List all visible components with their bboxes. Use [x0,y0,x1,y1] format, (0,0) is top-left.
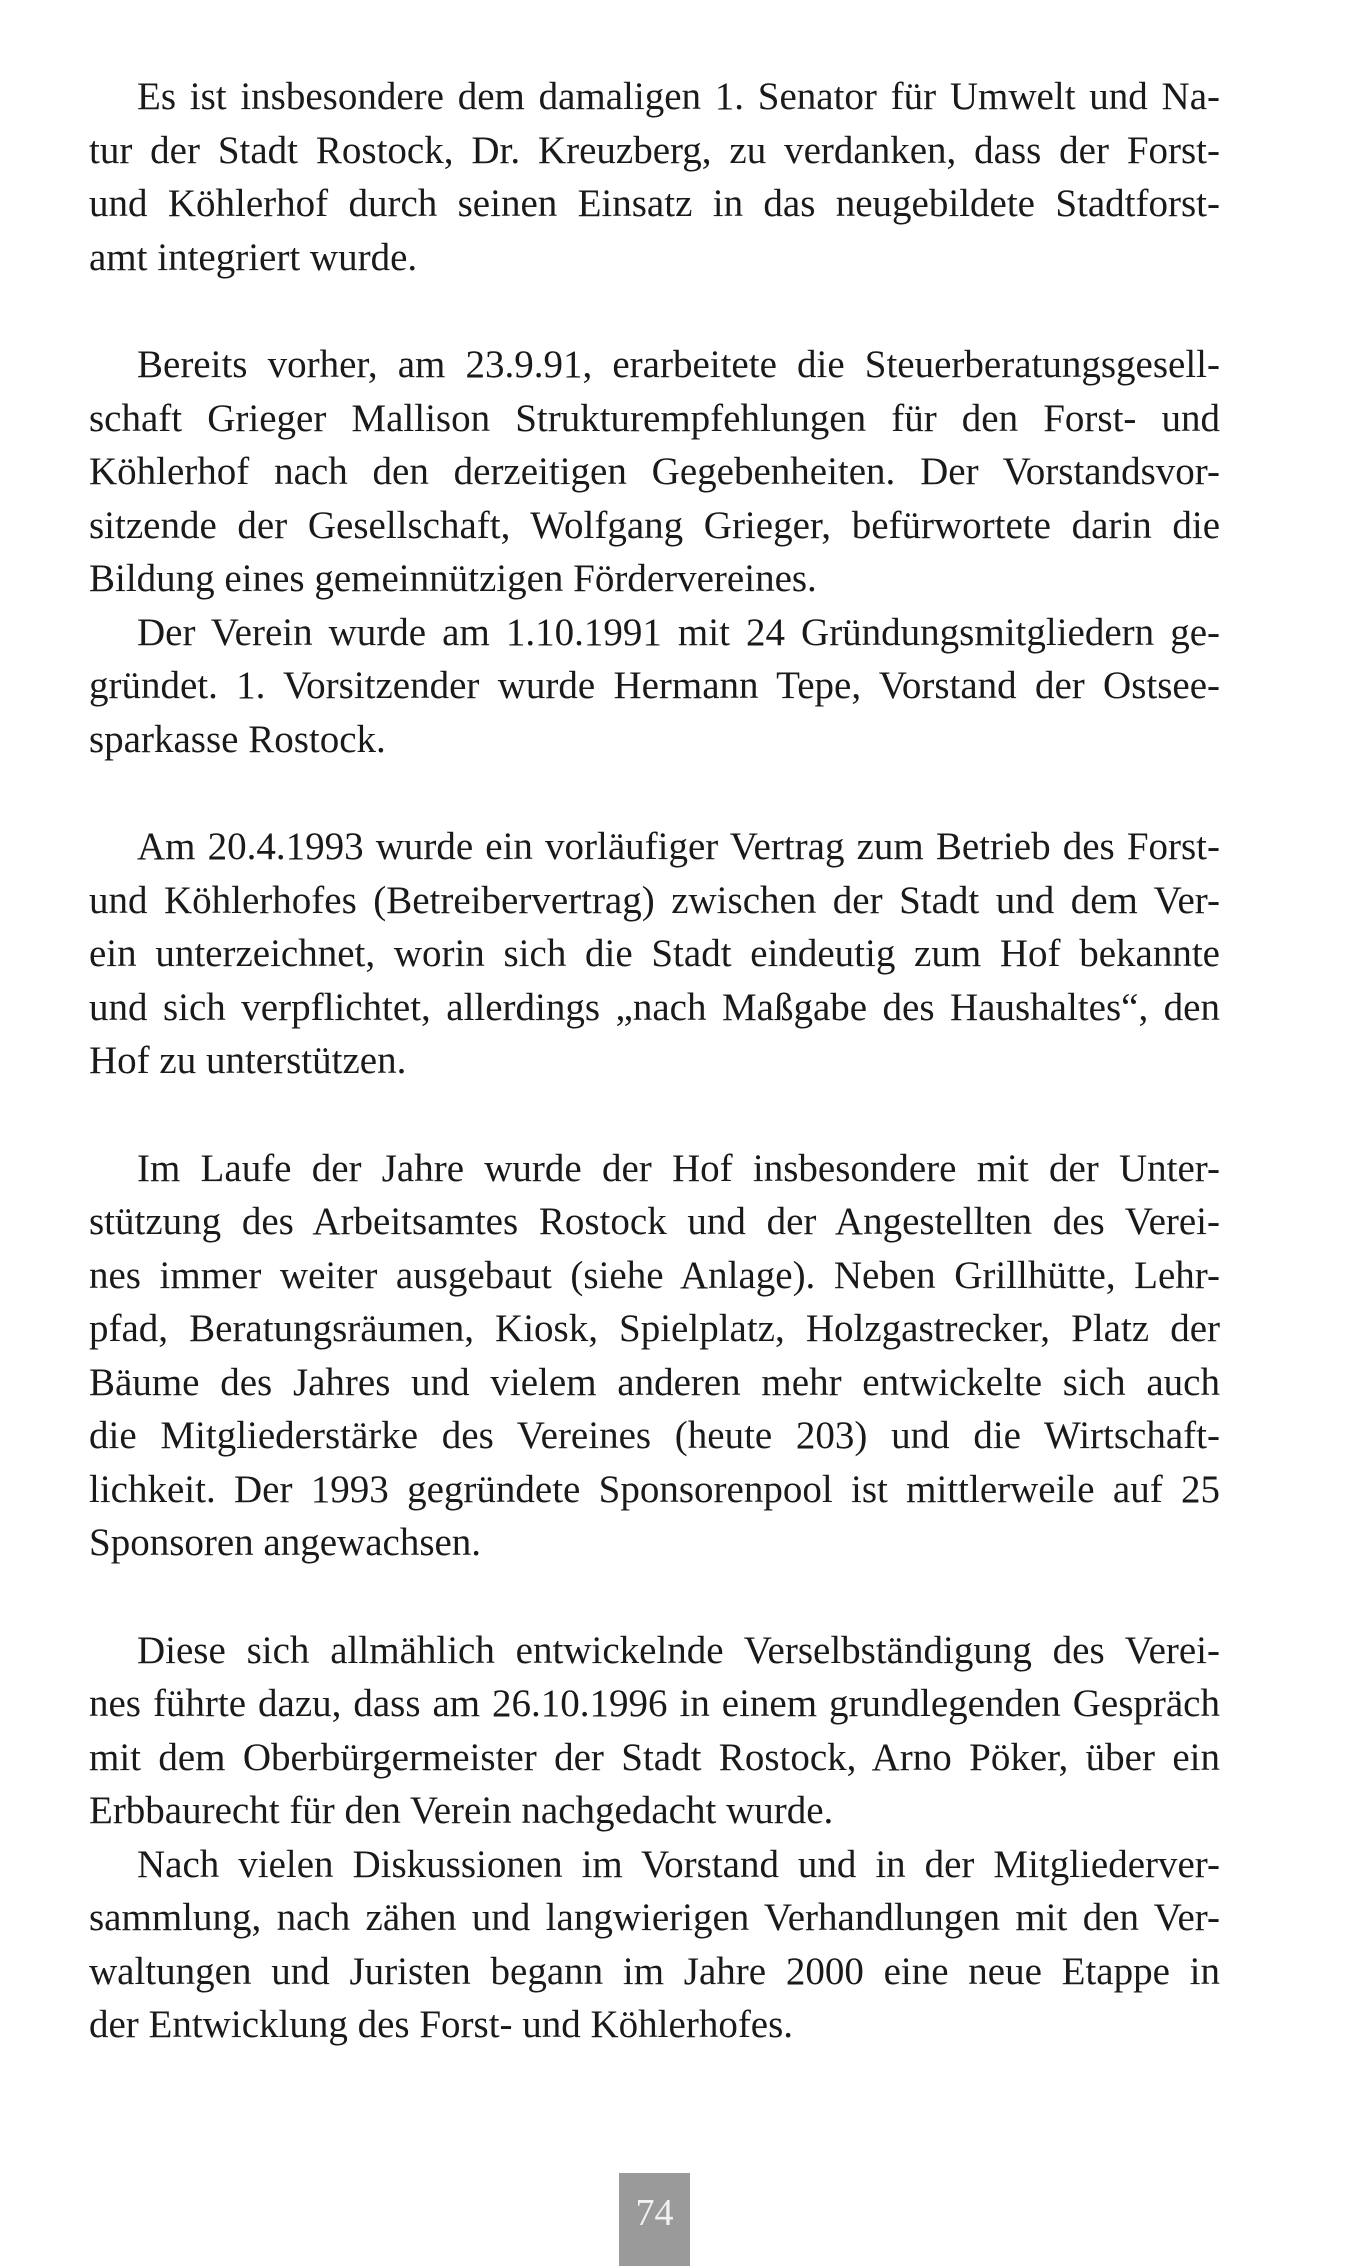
text-line: sammlung, nach zähen und langwierigen Verhandlungen mit den Ver- [89,1896,1220,1939]
text-line: Sponsoren angewachsen. [89,1521,482,1564]
text-line: und sich verpflichtet, allerdings „nach Maßgabe des Haushaltes“, den [89,985,1220,1029]
text-line: und Köhlerhofes (Betreibervertrag) zwischen der Stadt und dem Ver- [89,878,1220,922]
text-line: Köhlerhof nach den derzeitigen Gegebenheiten. Der Vorstandsvor- [89,450,1220,493]
text-line: mit dem Oberbürgermeister der Stadt Rostock, Arno Pöker, über ein [89,1735,1220,1779]
text-line: Bildung eines gemeinnützigen Fördervereines. [89,557,817,600]
page-number: 74 [619,2173,690,2266]
paragraph-erbbaurecht [89,1624,1220,1838]
text-line: Am 20.4.1993 wurde ein vorläufiger Vertrag zum Betrieb des Forst- [137,825,1220,868]
text-line: Bäume des Jahres und vielem anderen mehr entwickelte sich auch [89,1360,1220,1404]
paragraph-neue-etappe [89,1838,1220,2052]
text-line: ein unterzeichnet, worin sich die Stadt eindeutig zum Hof bekannte [89,932,1220,975]
text-line: Erbbaurecht für den Verein nachgedacht wurde. [89,1789,834,1832]
text-line: gründet. 1. Vorsitzender wurde Hermann Tepe, Vorstand der Ostsee- [89,664,1220,707]
paragraph-betreibervertrag [89,820,1220,1088]
text-line: schaft Grieger Mallison Strukturempfehlungen für den Forst- und [89,396,1220,440]
text-line: stützung des Arbeitsamtes Rostock und der Angestellten des Verei- [89,1200,1220,1243]
text-line: und Köhlerhof durch seinen Einsatz in das neugebildete Stadtforst- [89,182,1220,225]
text-line: der Entwicklung des Forst- und Köhlerhofes. [89,2003,794,2046]
text-line: nes immer weiter ausgebaut (siehe Anlage). Neben Grillhütte, Lehr- [89,1253,1220,1297]
text-line: sitzende der Gesellschaft, Wolfgang Grieger, befürwortete darin die [89,503,1220,547]
text-line: waltungen und Juristen begann im Jahre 2000 eine neue Etappe in [89,1949,1220,1993]
text-line: Es ist insbesondere dem damaligen 1. Senator für Umwelt und Na- [137,75,1220,118]
paragraph-ausbau [89,1142,1220,1570]
page-body [89,70,1220,2052]
text-line: Bereits vorher, am 23.9.91, erarbeitete die Steuerberatungsgesell- [137,343,1220,386]
text-line: pfad, Beratungsräumen, Kiosk, Spielplatz, Holzgastrecker, Platz der [89,1307,1220,1350]
text-line: Der Verein wurde am 1.10.1991 mit 24 Gründungsmitgliedern ge- [137,610,1220,654]
text-line: die Mitgliederstärke des Vereines (heute 203) und die Wirtschaft- [89,1414,1220,1457]
text-line: Diese sich allmählich entwickelnde Verselbständigung des Verei- [137,1628,1220,1672]
text-line: lichkeit. Der 1993 gegründete Sponsorenpool ist mittlerweile auf 25 [89,1467,1220,1511]
text-line: Nach vielen Diskussionen im Vorstand und in der Mitgliederver- [137,1842,1220,1886]
text-line: amt integriert wurde. [89,235,418,279]
text-line: Im Laufe der Jahre wurde der Hof insbesondere mit der Unter- [137,1146,1220,1190]
text-line: sparkasse Rostock. [89,717,386,761]
paragraph-steuerberatung [89,338,1220,606]
text-line: nes führte dazu, dass am 26.10.1996 in einem grundlegenden Gespräch [89,1682,1220,1725]
paragraph-verein-gruendung [89,606,1220,767]
text-line: Hof zu unterstützen. [89,1039,407,1082]
text-line: tur der Stadt Rostock, Dr. Kreuzberg, zu verdanken, dass der Forst- [89,128,1220,172]
paragraph-senator [89,70,1220,284]
